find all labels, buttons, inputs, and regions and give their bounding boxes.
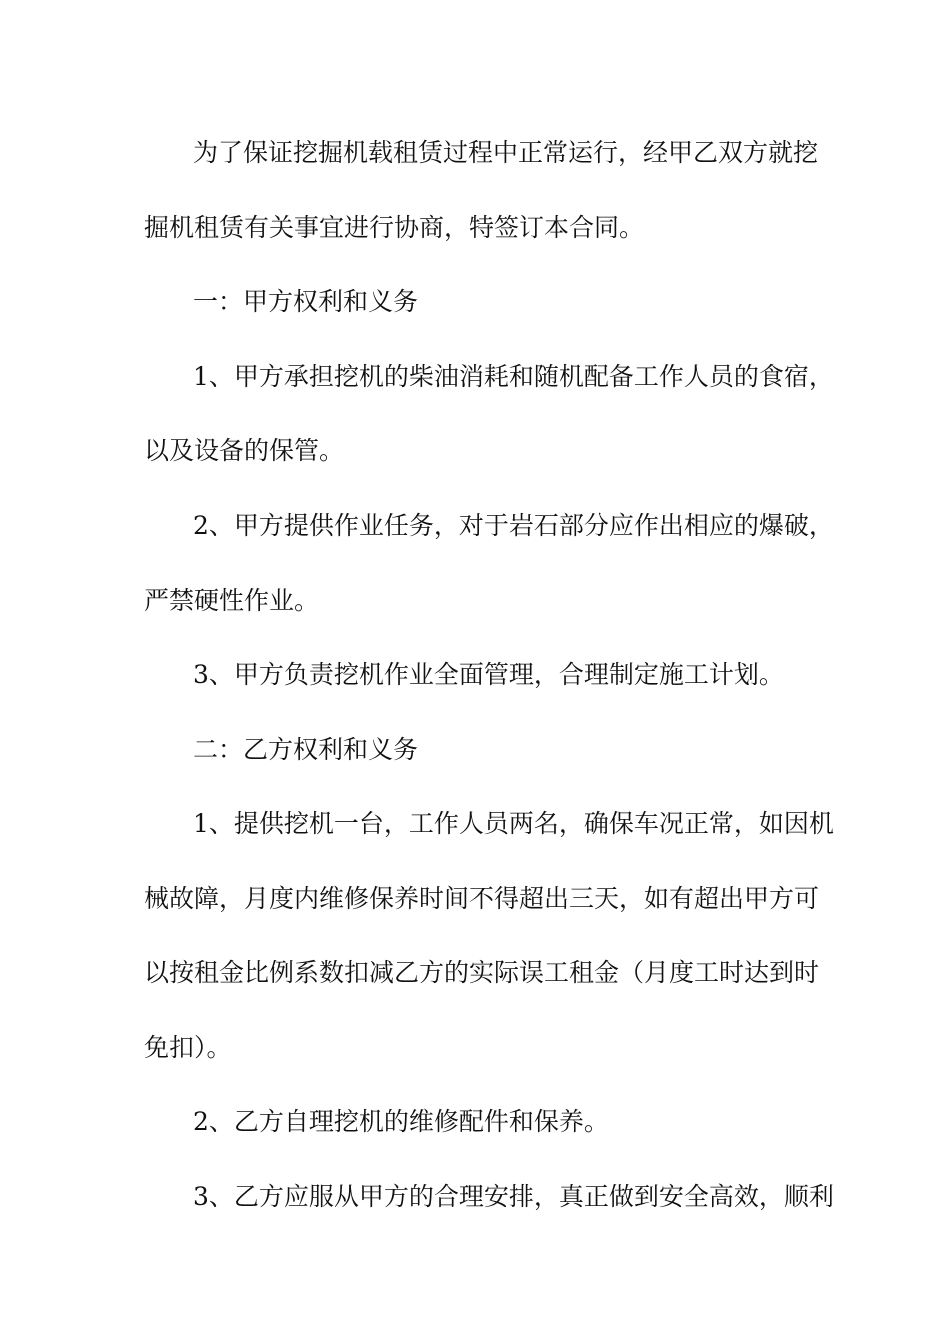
paragraph-line: 以按租金比例系数扣减乙方的实际误工租金（月度工时达到时 [144, 958, 820, 987]
paragraph-line: 3、甲方负责挖机作业全面管理，合理制定施工计划。 [193, 660, 784, 689]
paragraph-line: 严禁硬性作业。 [144, 586, 320, 615]
paragraph-line: 掘机租赁有关事宜进行协商，特签订本合同。 [144, 213, 645, 242]
paragraph-line: 1、提供挖机一台，工作人员两名，确保车况正常，如因机 [193, 809, 834, 838]
paragraph-line: 3、乙方应服从甲方的合理安排，真正做到安全高效，顺利 [193, 1182, 834, 1211]
paragraph-line: 免扣）。 [144, 1033, 232, 1062]
paragraph-line: 2、乙方自理挖机的维修配件和保养。 [193, 1107, 609, 1136]
paragraph-line: 1、甲方承担挖机的柴油消耗和随机配备工作人员的食宿， [193, 362, 834, 391]
section-heading-party-a: 一：甲方权利和义务 [193, 287, 419, 316]
paragraph-line: 械故障，月度内维修保养时间不得超出三天，如有超出甲方可 [144, 884, 820, 913]
paragraph-line: 为了保证挖掘机载租赁过程中正常运行，经甲乙双方就挖 [193, 138, 819, 167]
paragraph-line: 以及设备的保管。 [144, 436, 345, 465]
section-heading-party-b: 二：乙方权利和义务 [193, 735, 419, 764]
paragraph-line: 2、甲方提供作业任务，对于岩石部分应作出相应的爆破， [193, 511, 834, 540]
